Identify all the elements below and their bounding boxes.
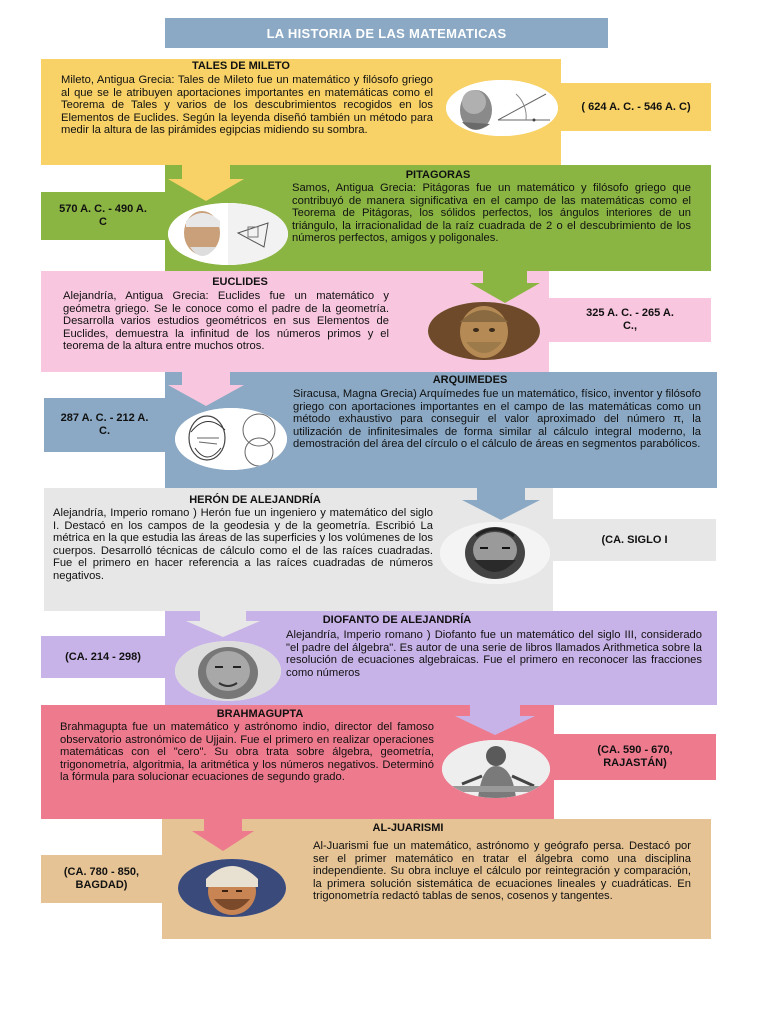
heading-heron: HERÓN DE ALEJANDRÍA bbox=[189, 494, 321, 506]
heading-arquimedes: ARQUIMEDES bbox=[432, 374, 508, 386]
text-brahmagupta: Brahmagupta fue un matemático y astrónomo indio, director del famoso observatorio astronómico de Ujjain. Fue el primero en realizar operaciones matemáticas con el "cero". Su obra trata sobre álgebra, geometría, trigonometría, algoritmia, la aritmética y los números negativos. Determinó la fórmula para solucionar ecuaciones de segundo grado. bbox=[60, 721, 434, 784]
date-euclides: 325 A. C. - 265 A. C., bbox=[586, 307, 674, 332]
arrow-euclides-tip bbox=[168, 372, 244, 406]
pitagoras-portrait-icon bbox=[168, 203, 288, 265]
date-arquimedes: 287 A. C. - 212 A. C. bbox=[60, 412, 149, 437]
page-title: LA HISTORIA DE LAS MATEMATICAS bbox=[165, 18, 608, 48]
text-heron: Alejandría, Imperio romano ) Herón fue un ingeniero y matemático del siglo I. Destacó en los campos de la geodesia y de la geometría. Escribió La métrica en la que estudia las áreas de las superficies y los volúmenes de los cuerpos. Desarrolló técnicas de cálculo como el de las raíces cuadradas. Fue el primero en hacer referencia a las raíces cuadradas de números negativos. bbox=[53, 507, 433, 582]
text-aljuarismi: Al-Juarismi fue un matemático, astrónomo y geógrafo persa. Destacó por ser el primer matemático en tratar el álgebra como una disciplina independiente. Su obra incluye el cálculo por reintegración y comparación, la primera solución sistemática de ecuaciones lineales y cuadráticas. En trigonometría redactó tablas de senos, cosenos y tangentes. bbox=[313, 840, 691, 903]
arrow-heron-tip bbox=[186, 611, 260, 637]
date-pitagoras: 570 A. C. - 490 A. C bbox=[59, 203, 147, 228]
text-arquimedes: Siracusa, Magna Grecia) Arquímedes fue un matemático, físico, inventor y filósofo griego con aportaciones importantes en el campo de las matemáticas como un método exhaustivo para conseguir el valor aproximado del número π, la utilización de infinitesimales de forma similar al cálculo integral moderno, la demostración del área del círculo o el cálculo de áreas en segmentos parabólicos. bbox=[293, 388, 701, 451]
date-box-brahmagupta bbox=[554, 734, 716, 780]
heading-tales: TALES DE MILETO bbox=[192, 60, 290, 72]
arrow-diofanto-tip bbox=[455, 705, 535, 735]
heading-euclides: EUCLIDES bbox=[212, 276, 268, 288]
date-aljuarismi: (CA. 780 - 850, BAGDAD) bbox=[63, 866, 140, 891]
date-box-heron bbox=[553, 519, 716, 561]
date-box-euclides bbox=[549, 298, 711, 342]
heading-brahmagupta: BRAHMAGUPTA bbox=[216, 708, 304, 720]
date-box-aljuarismi bbox=[41, 855, 162, 903]
tales-portrait-icon bbox=[446, 80, 558, 136]
arrow-arquimedes-tip bbox=[462, 488, 540, 520]
date-box-arquimedes bbox=[44, 398, 165, 452]
euclides-portrait-icon bbox=[428, 302, 540, 360]
date-diofanto: (CA. 214 - 298) bbox=[65, 650, 141, 663]
heron-portrait-icon bbox=[440, 522, 550, 584]
arquimedes-portrait-icon bbox=[175, 408, 287, 470]
arrow-tales-tip bbox=[168, 165, 244, 201]
brahmagupta-portrait-icon bbox=[442, 740, 550, 798]
text-euclides: Alejandría, Antigua Grecia: Euclides fue un matemático y geómetra griego. Se le conoce como el padre de la geometría. Desarrolla varios estudios geométricos en sus Elementos de Euclides, demuestra la infinitud de los números primos y el teorema de la altura entre muchos otros. bbox=[63, 290, 389, 353]
text-tales: Mileto, Antigua Grecia: Tales de Mileto fue un matemático y filósofo griego al que se le atribuyen aportaciones importantes en matemáticas como el Teorema de Tales y varios de los descubrimientos recogidos en los Elementos de Euclides. Según la leyenda diseñó también un método para medir la altura de las pirámides egipcias midiendo su sombra. bbox=[61, 74, 433, 137]
date-box-pitagoras bbox=[41, 192, 165, 240]
date-brahmagupta: (CA. 590 - 670, RAJASTÁN) bbox=[597, 744, 673, 769]
text-pitagoras: Samos, Antigua Grecia: Pitágoras fue un matemático y filósofo griego que contribuyó de manera significativa en el campo de las matemáticas como el Teorema de Pitágoras, los sólidos perfectos, los ángulos interiores de un triángulo, la irracionalidad de la raíz cuadrada de 2 o el descubrimiento de los números perfectos, amigos y poligonales. bbox=[292, 182, 691, 245]
arrow-pitagoras bbox=[470, 271, 540, 303]
date-heron: (CA. SIGLO I bbox=[601, 533, 668, 546]
heading-aljuarismi: AL-JUARISMI bbox=[372, 822, 444, 834]
date-box-tales bbox=[561, 83, 711, 131]
date-box-diofanto bbox=[41, 636, 165, 678]
text-diofanto: Alejandría, Imperio romano ) Diofanto fue un matemático del siglo III, considerado "el padre del álgebra". Es autor de una serie de libros llamados Arithmetica sobre la resolución de ecuaciones algebraicas. Fue el primero en reconocer las fracciones como números bbox=[286, 629, 702, 679]
diofanto-portrait-icon bbox=[175, 641, 281, 701]
heading-diofanto: DIOFANTO DE ALEJANDRÍA bbox=[322, 614, 472, 626]
date-tales: ( 624 A. C. - 546 A. C) bbox=[581, 100, 691, 113]
aljuarismi-portrait-icon bbox=[178, 859, 286, 917]
heading-pitagoras: PITAGORAS bbox=[405, 169, 471, 181]
arrow-brahmagupta-tip bbox=[192, 819, 254, 851]
